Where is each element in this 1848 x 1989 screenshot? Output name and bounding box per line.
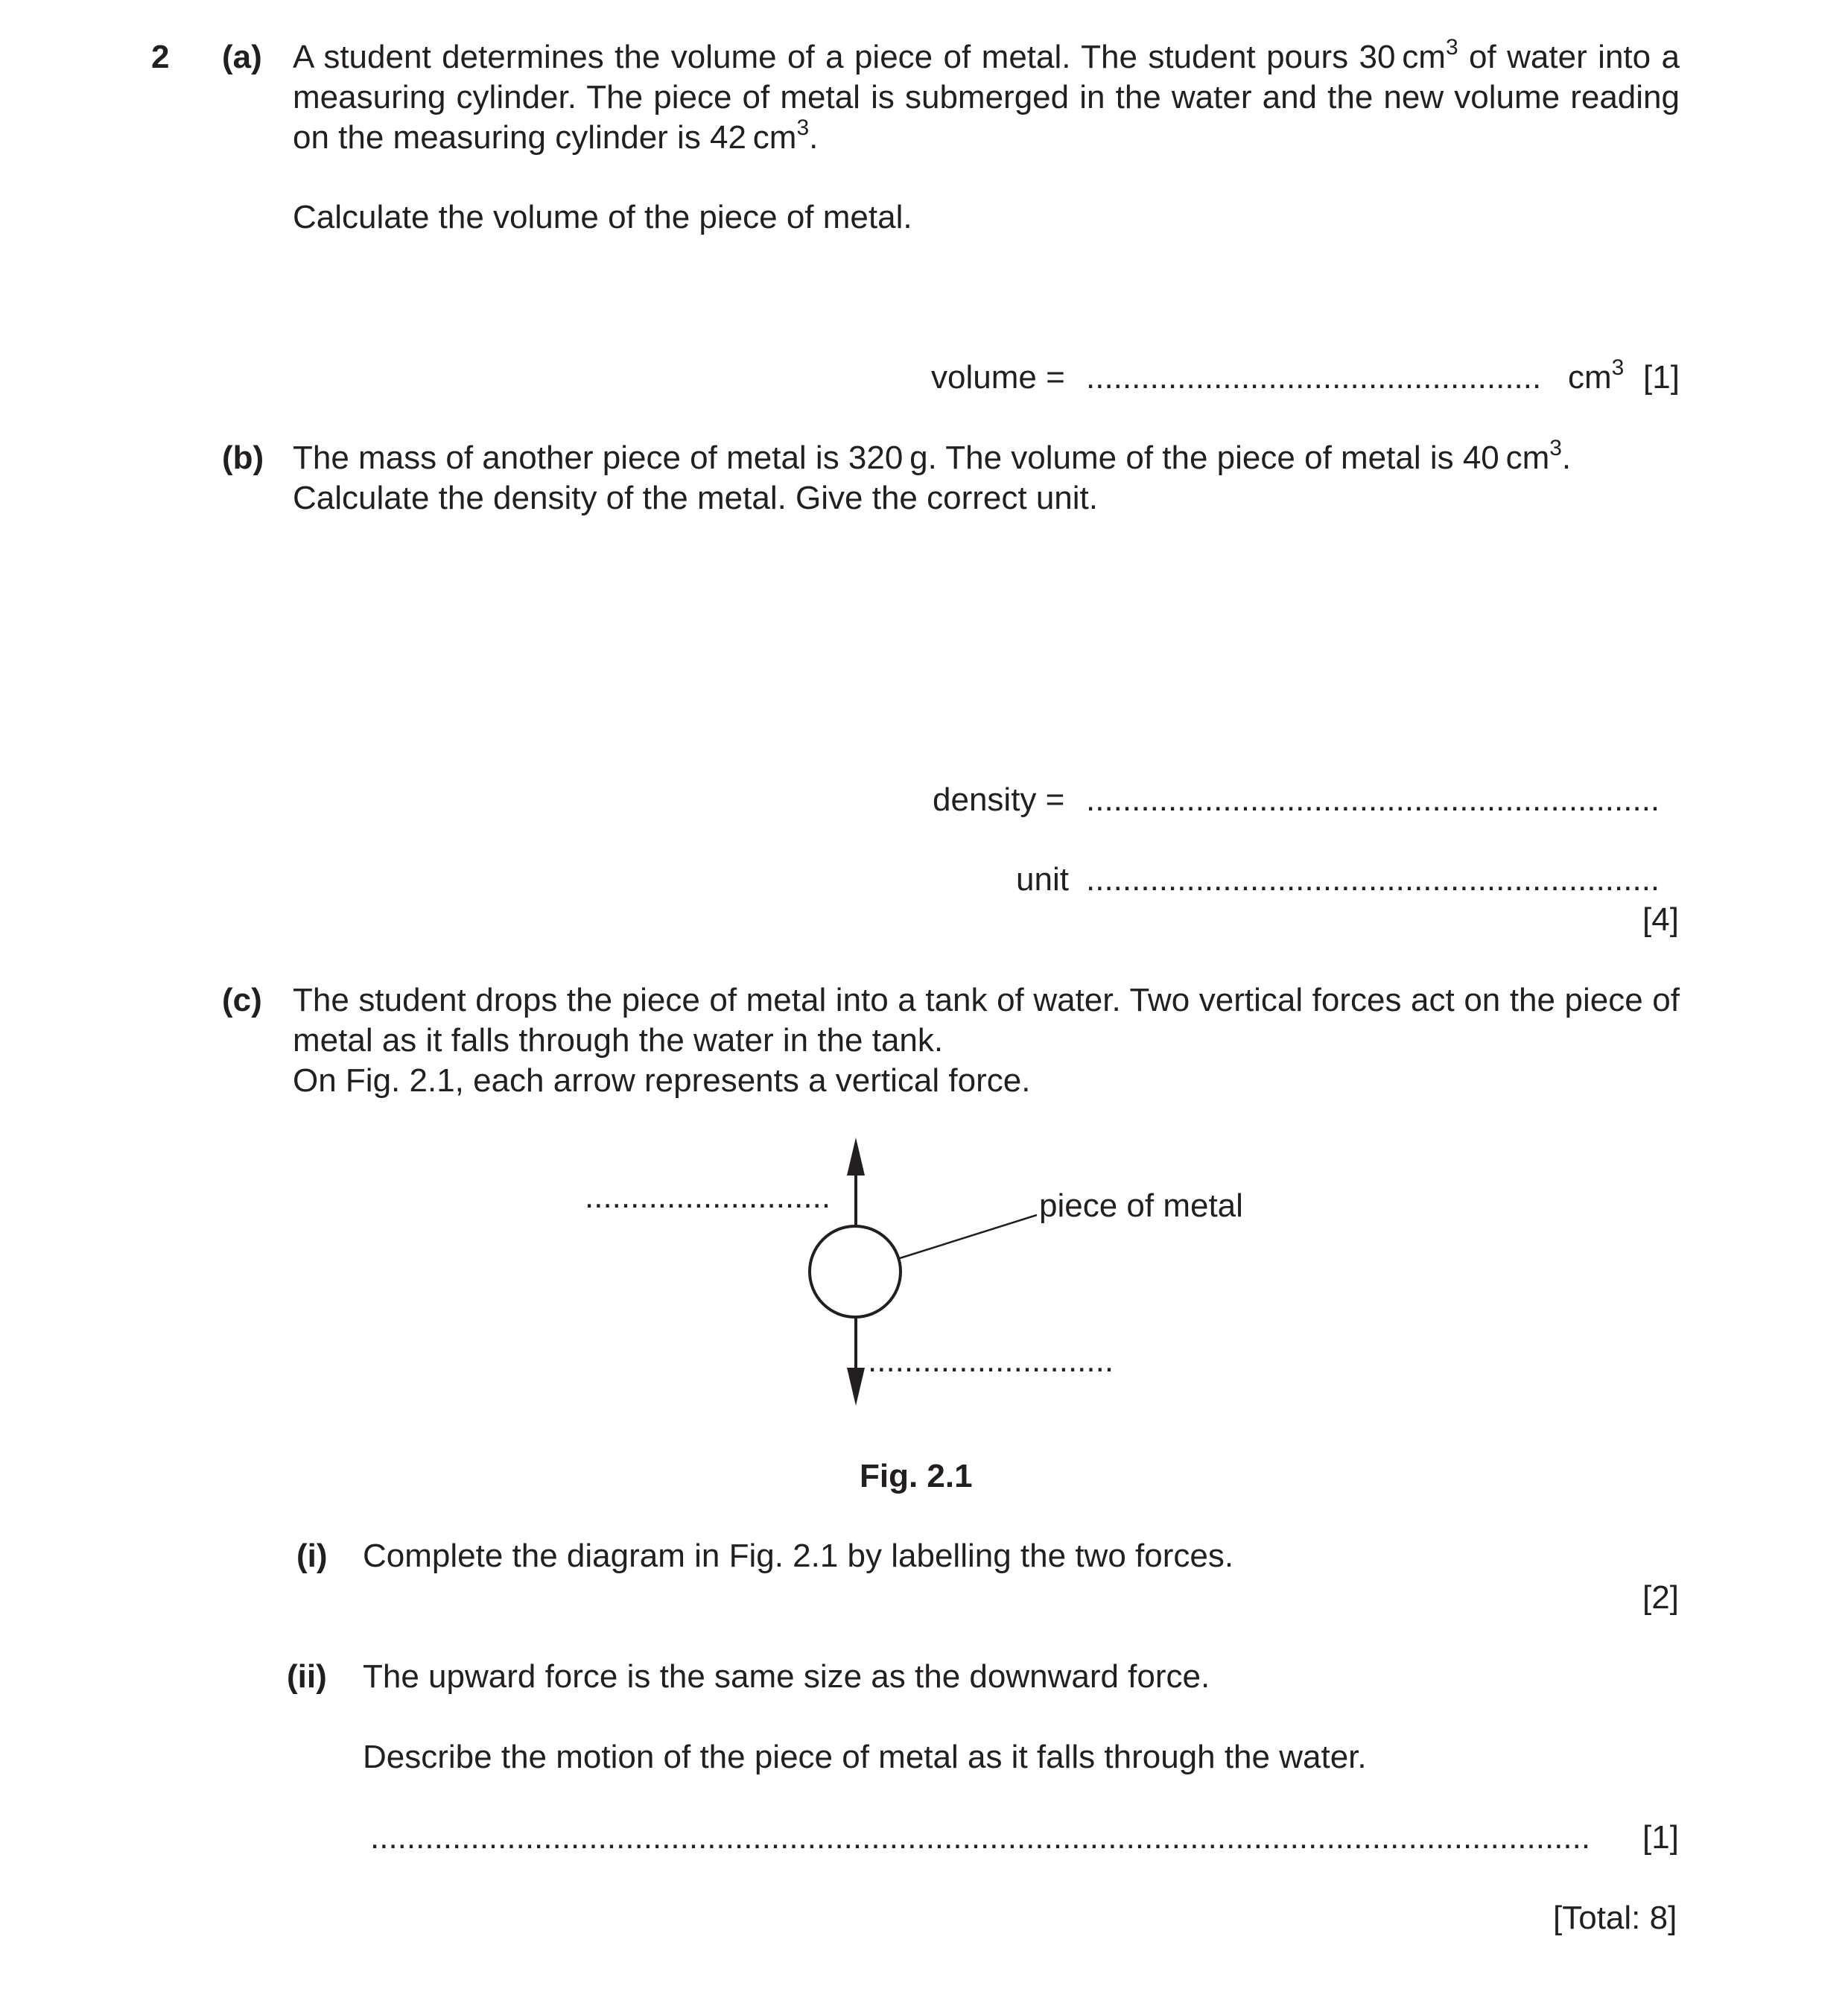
volume-unit: $cm^3$ bbox=[1568, 355, 1625, 396]
part-a-marks: [1] bbox=[1643, 359, 1680, 396]
part-b-line-1: The mass of another piece of metal is 320 g. The volume of the piece of metal is 40 $cm^3$. bbox=[293, 436, 1572, 476]
figure-caption: Fig. 2.1 bbox=[860, 1458, 973, 1494]
sub-i-text: Complete the diagram in Fig. 2.1 by labelling the two forces. bbox=[363, 1538, 1234, 1574]
part-a-label: (a) bbox=[222, 39, 262, 75]
upward-force-label-line[interactable]: ........................... bbox=[585, 1179, 831, 1215]
sub-i-marks: [2] bbox=[1642, 1579, 1679, 1616]
volume-label: volume = bbox=[931, 359, 1065, 396]
part-c-text-2: On Fig. 2.1, each arrow represents a vertical force. bbox=[293, 1062, 1031, 1099]
downward-force-label-line[interactable]: ........................... bbox=[868, 1342, 1114, 1379]
volume-answer-line[interactable]: .................................................. bbox=[1086, 359, 1542, 396]
part-c-label: (c) bbox=[222, 982, 262, 1018]
part-b-line-2: Calculate the density of the metal. Give the correct unit. bbox=[293, 480, 1098, 516]
unit-answer-line[interactable]: ............................................................... bbox=[1086, 861, 1660, 898]
part-a-text: A student determines the volume of a piece of metal. The student pours 30 $cm^3$ of water into a measuring cylinder. The piece of metal is submerged in the water and the new volume reading on the measuring cylinder is 42 $cm^3$. bbox=[293, 35, 1680, 156]
downward-force-arrowhead bbox=[847, 1368, 865, 1406]
sub-ii-answer-line[interactable]: ...................................................................................................................................... bbox=[370, 1819, 1591, 1856]
part-c-text: The student drops the piece of metal into a tank of water. Two vertical forces act on the piece of metal as it falls through the water in the tank. bbox=[293, 982, 1680, 1059]
upward-force-arrowhead bbox=[847, 1138, 865, 1176]
sub-ii-text-2: Describe the motion of the piece of metal as it falls through the water. bbox=[363, 1739, 1367, 1775]
part-b-marks: [4] bbox=[1642, 901, 1679, 938]
density-label: density = bbox=[933, 781, 1065, 818]
sub-ii-marks: [1] bbox=[1642, 1819, 1679, 1856]
part-a-instruction: Calculate the volume of the piece of metal. bbox=[293, 199, 912, 235]
label-leader-line bbox=[900, 1215, 1037, 1258]
total-marks: [Total: 8] bbox=[1553, 1900, 1677, 1936]
metal-circle bbox=[810, 1226, 901, 1317]
sub-i-label: (i) bbox=[296, 1538, 328, 1574]
piece-of-metal-label: piece of metal bbox=[1039, 1187, 1243, 1224]
part-b-label: (b) bbox=[222, 440, 264, 476]
unit-label: unit bbox=[1016, 861, 1069, 898]
density-answer-line[interactable]: ............................................................... bbox=[1086, 781, 1660, 818]
sub-ii-label: (ii) bbox=[287, 1658, 327, 1695]
question-number: 2 bbox=[151, 39, 170, 75]
sub-ii-text-1: The upward force is the same size as the downward force. bbox=[363, 1658, 1210, 1695]
